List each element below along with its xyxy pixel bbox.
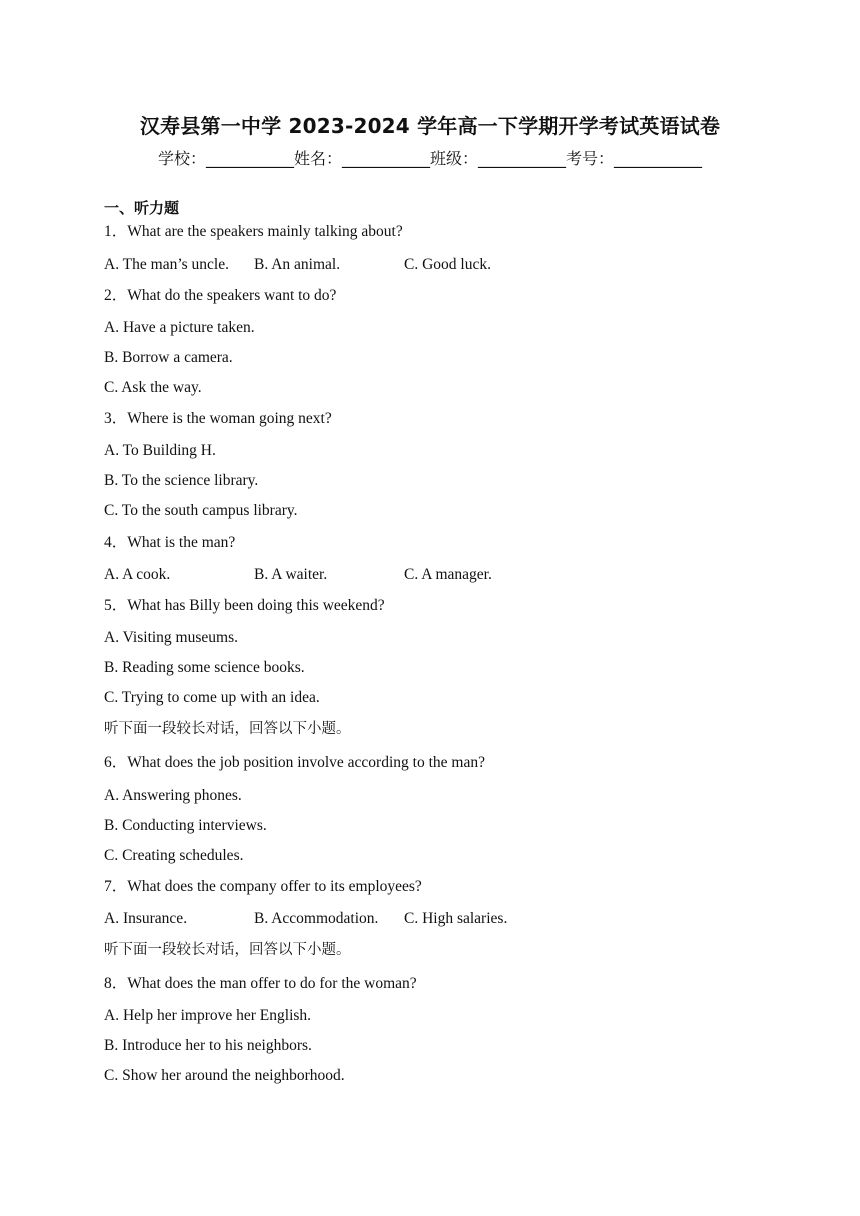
q6-option-b: B. Conducting interviews. xyxy=(104,817,267,834)
q1-option-a: A. The man’s uncle. xyxy=(104,256,229,273)
question-stem-2: 2．What do the speakers want to do? xyxy=(104,287,337,304)
section-heading-listening: 一、听力题 xyxy=(104,199,180,217)
q4-option-a: A. A cook. xyxy=(104,566,171,583)
q7-option-a: A. Insurance. xyxy=(104,910,188,927)
question-stem-6: 6．What does the job position involve according to the man? xyxy=(104,754,485,771)
section-note-1: 听下面一段较长对话，回答以下小题。 xyxy=(104,721,351,737)
question-stem-5: 5．What has Billy been doing this weekend? xyxy=(104,597,385,614)
q3-option-c: C. To the south campus library. xyxy=(104,502,298,519)
q4-option-b: B. A waiter. xyxy=(254,566,328,583)
section-note-2: 听下面一段较长对话，回答以下小题。 xyxy=(104,942,351,958)
question-stem-3: 3．Where is the woman going next? xyxy=(104,410,332,427)
q2-option-a: A. Have a picture taken. xyxy=(104,319,255,336)
q8-option-c: C. Show her around the neighborhood. xyxy=(104,1067,345,1084)
question-stem-4: 4．What is the man? xyxy=(104,534,236,551)
q6-option-c: C. Creating schedules. xyxy=(104,847,244,864)
q2-option-c: C. Ask the way. xyxy=(104,379,202,396)
q5-option-c: C. Trying to come up with an idea. xyxy=(104,689,320,706)
q6-option-a: A. Answering phones. xyxy=(104,787,242,804)
q5-option-b: B. Reading some science books. xyxy=(104,659,305,676)
student-info-line: 学校：___________姓名：___________班级：___________考号：___________ xyxy=(157,149,702,168)
q1-option-c: C. Good luck. xyxy=(404,256,491,273)
question-stem-8: 8．What does the man offer to do for the woman? xyxy=(104,975,417,992)
q7-option-c: C. High salaries. xyxy=(404,910,508,927)
q3-option-b: B. To the science library. xyxy=(104,472,259,489)
q8-option-a: A. Help her improve her English. xyxy=(104,1007,312,1024)
q7-option-b: B. Accommodation. xyxy=(254,910,379,927)
q5-option-a: A. Visiting museums. xyxy=(104,629,238,646)
q3-option-a: A. To Building H. xyxy=(104,442,216,459)
q2-option-b: B. Borrow a camera. xyxy=(104,349,233,366)
q8-option-b: B. Introduce her to his neighbors. xyxy=(104,1037,312,1054)
question-stem-7: 7．What does the company offer to its employees? xyxy=(104,878,422,895)
q4-option-c: C. A manager. xyxy=(404,566,492,583)
q1-option-b: B. An animal. xyxy=(254,256,341,273)
question-stem-1: 1．What are the speakers mainly talking about? xyxy=(104,223,403,240)
exam-title: 汉寿县第一中学 2023-2024 学年高一下学期开学考试英语试卷 xyxy=(139,114,721,138)
